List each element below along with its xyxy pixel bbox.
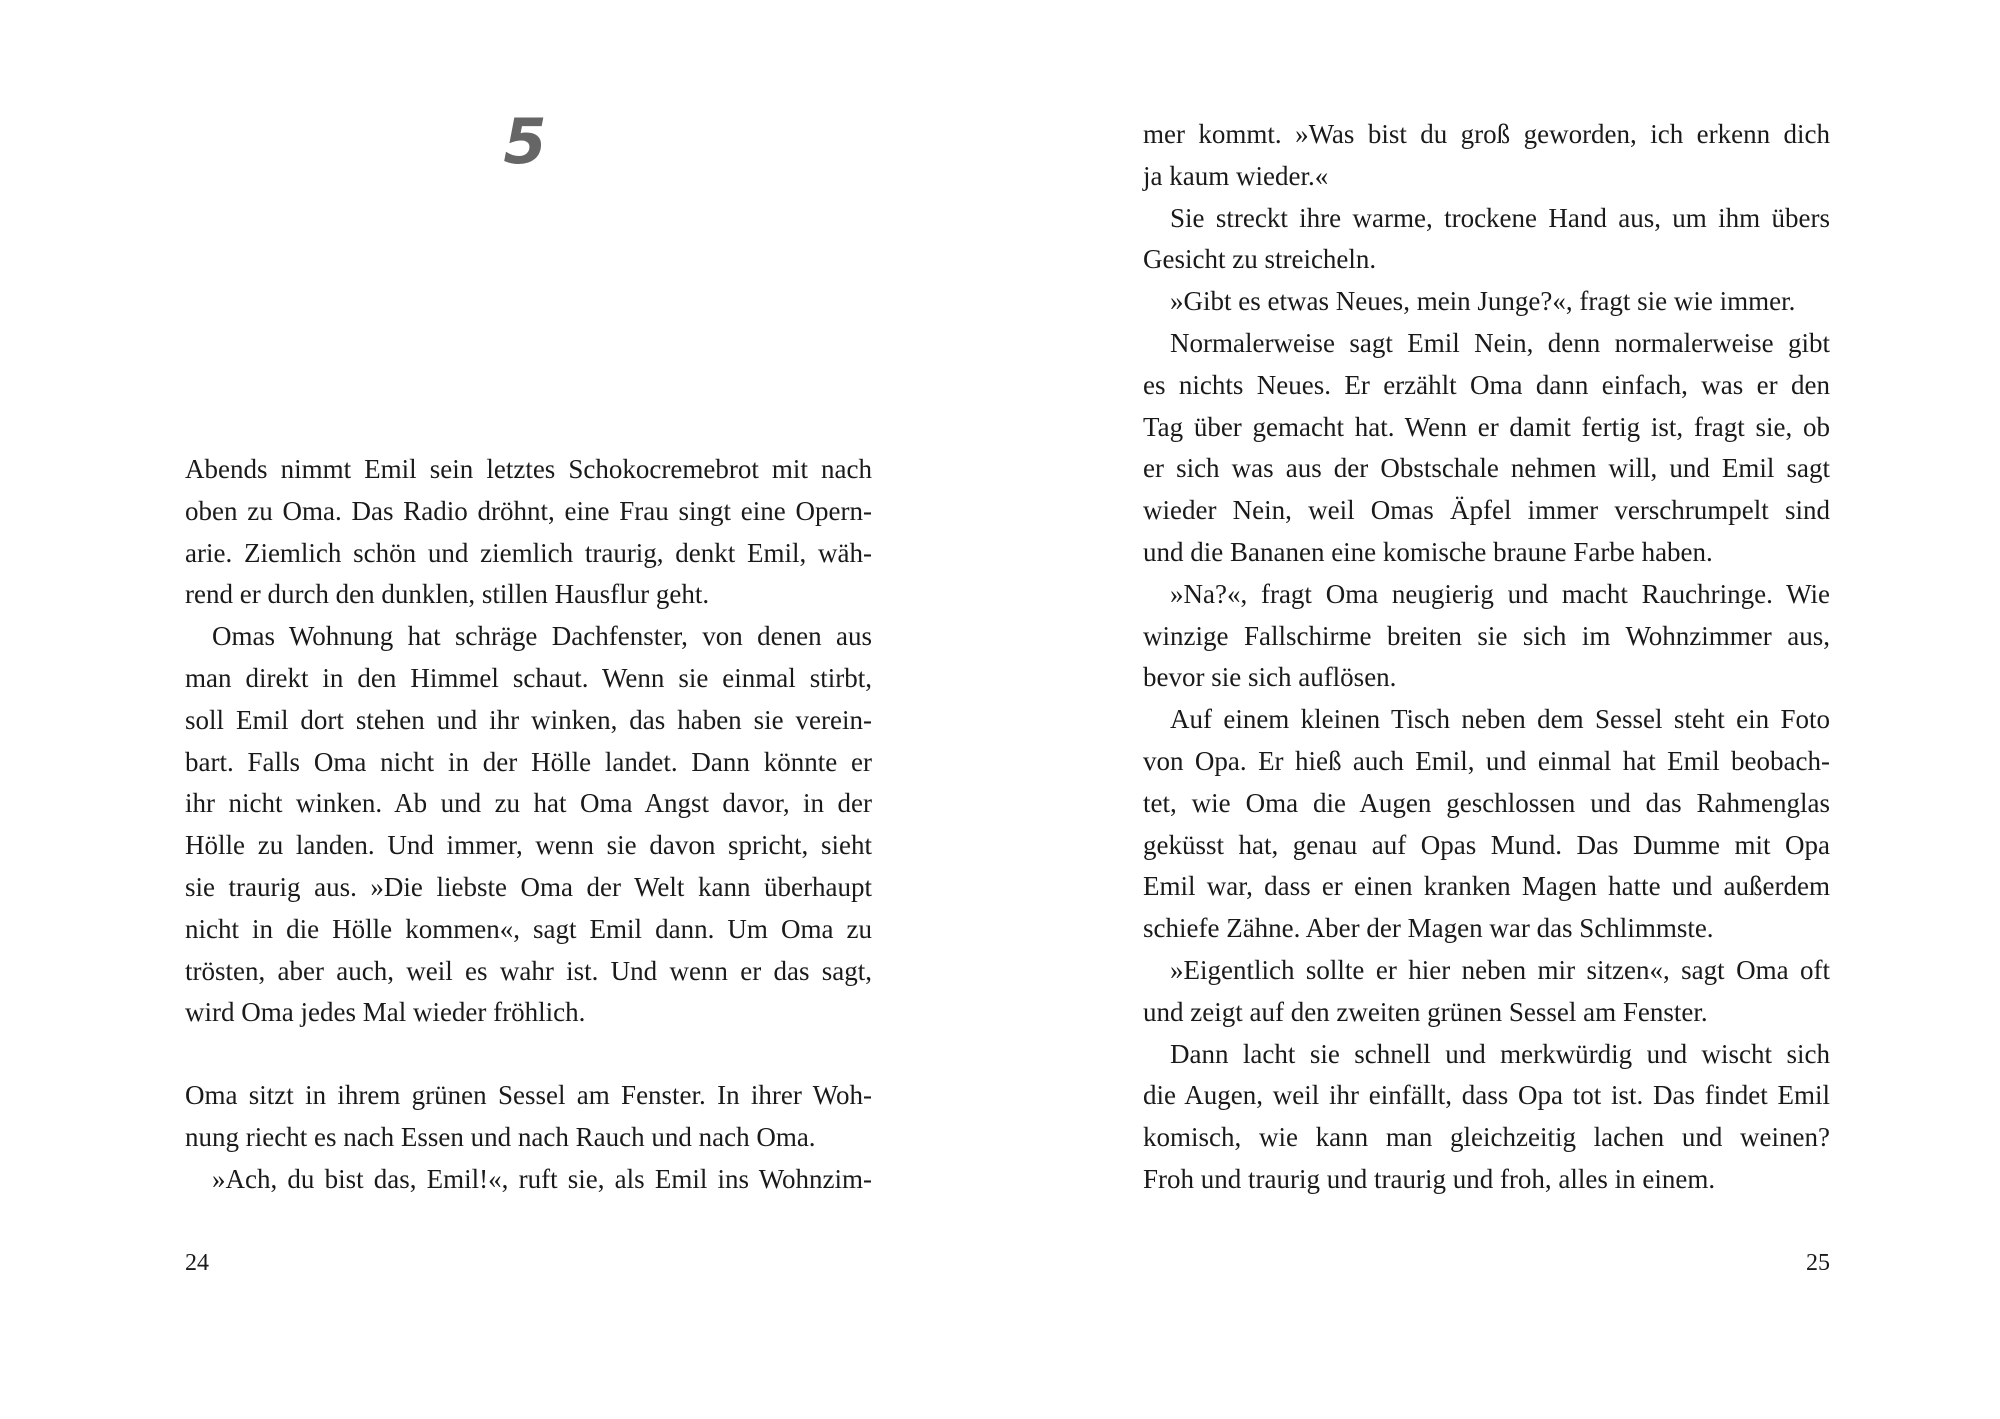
text-line: Tag über gemacht hat. Wenn er damit fertig ist, fragt sie, ob [1143,411,1830,442]
right-page [1000,0,2000,1419]
text-line: bart. Falls Oma nicht in der Hölle landet. Dann könnte er [185,746,872,777]
paragraph [1143,574,1830,699]
text-line: Omas Wohnung hat schräge Dachfenster, von denen aus [212,621,872,652]
paragraph [1143,114,1830,198]
text-line: wieder Nein, weil Omas Äpfel immer verschrumpelt sind [1143,495,1830,526]
left-text-block-2 [185,1075,872,1200]
text-line: es nichts Neues. Er erzählt Oma dann einfach, was er den [1143,369,1830,400]
text-line: man direkt in den Himmel schaut. Wenn sie einmal stirbt, [185,662,872,693]
paragraph [1143,1034,1830,1201]
paragraph [1143,323,1830,574]
paragraph [1143,198,1830,282]
text-line: tet, wie Oma die Augen geschlossen und das Rahmenglas [1143,787,1830,818]
text-line: trösten, aber auch, weil es wahr ist. Und wenn er das sagt, [185,955,872,986]
text-line: Froh und traurig und traurig und froh, alles in einem. [1143,1163,1716,1194]
text-line: Sie streckt ihre warme, trockene Hand aus, um ihm übers [1170,202,1830,233]
paragraph [1143,281,1830,323]
chapter-number: 5 [503,105,547,178]
text-line: nung riecht es nach Essen und nach Rauch und nach Oma. [185,1121,816,1152]
page-number-right: 25 [1806,1250,1830,1276]
text-line: nicht in die Hölle kommen«, sagt Emil dann. Um Oma zu [185,913,872,944]
text-line: von Opa. Er hieß auch Emil, und einmal hat Emil beobach- [1143,745,1830,776]
text-line: schiefe Zähne. Aber der Magen war das Schlimmste. [1143,913,1714,944]
text-line: Gesicht zu streicheln. [1143,244,1377,275]
text-line: ja kaum wieder.« [1143,160,1329,191]
text-line: und die Bananen eine komische braune Farbe haben. [1143,536,1713,567]
text-line: »Na?«, fragt Oma neugierig und macht Rauchringe. Wie [1170,578,1830,609]
text-line: Emil war, dass er einen kranken Magen hatte und außerdem [1143,871,1830,902]
text-line: ihr nicht winken. Ab und zu hat Oma Angst davor, in der [185,788,872,819]
text-line: arie. Ziemlich schön und ziemlich traurig, denkt Emil, wäh- [185,537,872,568]
left-text-block-1 [185,449,872,1034]
page-number-left: 24 [185,1250,209,1276]
paragraph [1143,950,1830,1034]
text-line: winzige Fallschirme breiten sie sich im Wohnzimmer aus, [1143,620,1830,651]
text-line: soll Emil dort stehen und ihr winken, das haben sie verein- [185,704,872,735]
paragraph [185,449,872,616]
text-line: Auf einem kleinen Tisch neben dem Sessel steht ein Foto [1170,704,1830,735]
text-line: mer kommt. »Was bist du groß geworden, ich erkenn dich [1143,119,1830,149]
text-line: sie traurig aus. »Die liebste Oma der Welt kann überhaupt [185,871,872,902]
paragraph [185,1159,872,1201]
text-line: Hölle zu landen. Und immer, wenn sie davon spricht, sieht [185,830,872,861]
text-line: bevor sie sich auflösen. [1143,662,1397,693]
paragraph [185,1075,872,1159]
text-line: geküsst hat, genau auf Opas Mund. Das Dumme mit Opa [1143,829,1830,860]
text-line: rend er durch den dunklen, stillen Hausflur geht. [185,579,710,610]
paragraph [185,616,872,1034]
text-line: komisch, wie kann man gleichzeitig lachen und weinen? [1143,1122,1830,1153]
text-line: Abends nimmt Emil sein letztes Schokocremebrot mit nach [185,454,872,484]
text-line: er sich was aus der Obstschale nehmen will, und Emil sagt [1143,453,1830,484]
text-line: »Gibt es etwas Neues, mein Junge?«, fragt sie wie immer. [1170,286,1796,317]
text-line: »Eigentlich sollte er hier neben mir sitzen«, sagt Oma oft [1170,954,1830,985]
text-line: Dann lacht sie schnell und merkwürdig und wischt sich [1170,1038,1830,1069]
text-line: Oma sitzt in ihrem grünen Sessel am Fenster. In ihrer Woh- [185,1080,872,1110]
text-line: »Ach, du bist das, Emil!«, ruft sie, als Emil ins Wohnzim- [212,1163,872,1194]
text-line: die Augen, weil ihr einfällt, dass Opa tot ist. Das findet Emil [1143,1080,1830,1111]
text-line: wird Oma jedes Mal wieder fröhlich. [185,997,586,1028]
right-text-block [1143,114,1830,1201]
text-line: und zeigt auf den zweiten grünen Sessel am Fenster. [1143,996,1708,1027]
text-line: oben zu Oma. Das Radio dröhnt, eine Frau singt eine Opern- [185,495,872,526]
text-line: Normalerweise sagt Emil Nein, denn normalerweise gibt [1170,327,1830,358]
paragraph [1143,699,1830,950]
